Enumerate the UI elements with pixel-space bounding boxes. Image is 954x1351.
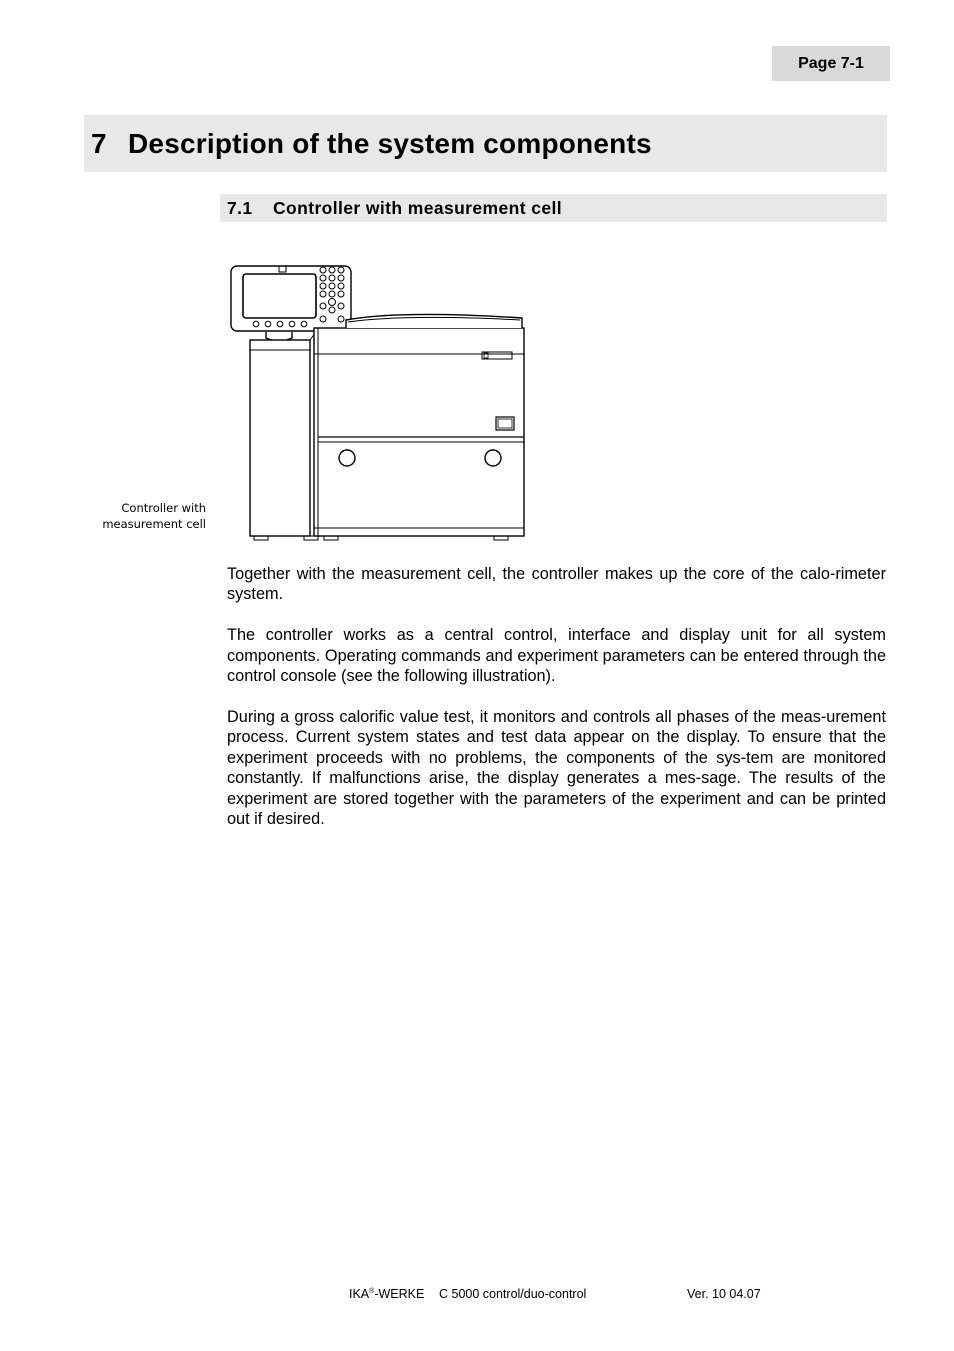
footer-company xyxy=(349,1287,424,1301)
section-title: Controller with measurement cell xyxy=(273,197,562,218)
figure-caption xyxy=(60,500,206,532)
figure-caption-line1: Controller with xyxy=(121,501,206,515)
figure-caption-line2: measurement cell xyxy=(102,517,206,531)
controller-illustration xyxy=(226,252,528,551)
paragraph-3: During a gross calorific value test, it monitors and controls all phases of the meas-urement process. Current system states and test data appear on the display. To ensure that the experiment proceeds with no problems, the components of the sys-tem are monitored constantly. If malfunctions arise, the display generates a mes-sage. The results of the experiment are stored together with the parameters of the experiment and can be printed out if desired. xyxy=(227,708,886,829)
chapter-number: 7 xyxy=(91,127,107,159)
chapter-heading xyxy=(84,115,887,172)
footer-model: C 5000 control/duo-control xyxy=(439,1287,587,1301)
footer-reg-mark: ® xyxy=(369,1287,375,1295)
paragraph-2: The controller works as a central control, interface and display unit for all system components. Operating commands and experiment parameters can be entered through the control console (see the following illustration). xyxy=(227,626,886,686)
body-text xyxy=(227,564,886,850)
page-number-label: Page 7-1 xyxy=(798,54,864,72)
section-heading xyxy=(220,194,887,222)
footer-version: Ver. 10 04.07 xyxy=(687,1287,761,1301)
page-number-badge xyxy=(772,46,890,81)
chapter-title: Description of the system components xyxy=(128,127,652,159)
control-console xyxy=(231,266,351,331)
paragraph-1: Together with the measurement cell, the controller makes up the core of the calo-rimeter system. xyxy=(227,565,886,604)
footer-brand-suffix: -WERKE xyxy=(374,1287,425,1301)
footer-brand: IKA xyxy=(349,1287,370,1301)
section-number: 7.1 xyxy=(227,197,253,218)
